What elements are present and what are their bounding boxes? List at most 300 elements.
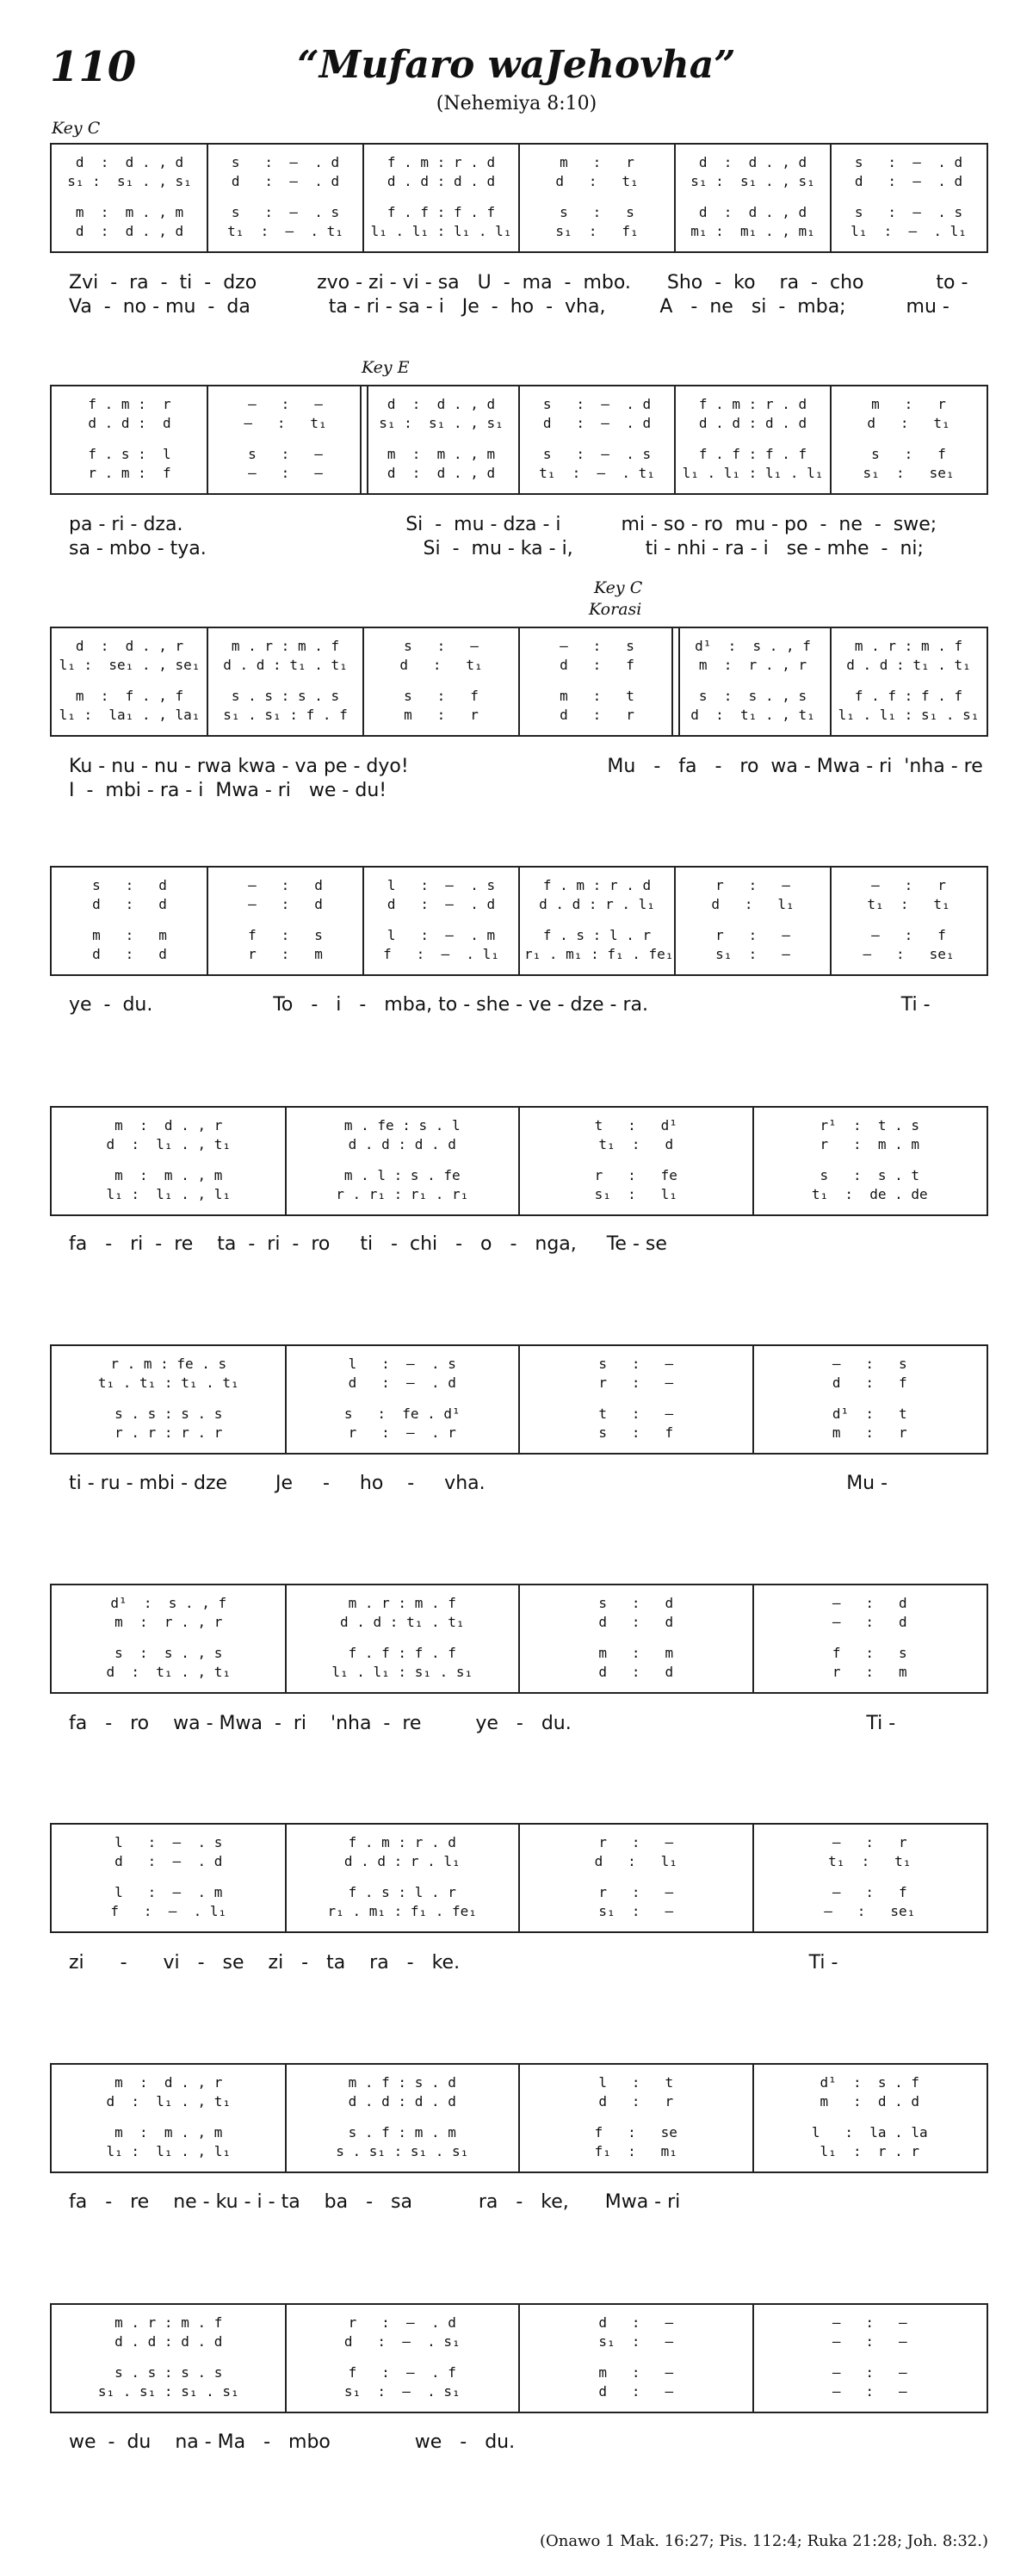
soprano-line: m . r : m . f [854, 638, 963, 654]
lyric-line: fa - re ne - ku - i - ta ba - sa ra - ke, Mwa - ri [69, 2191, 681, 2213]
soprano-line: s : — [598, 1356, 674, 1372]
alto-line: m : d . d [820, 2093, 920, 2110]
lyric-line: zi - vi - se zi - ta ra - ke. Ti - [69, 1952, 838, 1974]
alto-line: d : l₁ . , t₁ [106, 2093, 231, 2110]
bass-line: s₁ . s₁ : s₁ . s₁ [97, 2383, 239, 2400]
alto-line: d : – . d [348, 1374, 456, 1391]
measure [52, 1585, 286, 1692]
music-system [50, 1106, 988, 1216]
bass-line: s₁ : se₁ [863, 465, 955, 481]
bass-line: d : — [598, 2383, 674, 2400]
tenor-line: m : m . , m [114, 2124, 223, 2140]
soprano-line: l : – . s [387, 877, 496, 893]
soprano-line: s : — [404, 638, 479, 654]
barline [752, 1346, 754, 1453]
alto-line: d . d : d . d [348, 2093, 456, 2110]
soprano-line: — : d [248, 877, 323, 893]
measure [52, 868, 207, 974]
tenor-line: s : s [560, 204, 634, 220]
tenor-line: s : – . s [854, 204, 963, 220]
bass-line: l₁ : l₁ . , l₁ [106, 1186, 231, 1202]
soprano-line: — : r [871, 877, 946, 893]
tenor-line: d¹ : t [832, 1405, 907, 1422]
alto-line: d : t₁ [555, 173, 639, 189]
soprano-line: s : – . d [542, 396, 652, 412]
bass-line: l₁ . l₁ : l₁ . l₁ [682, 465, 824, 481]
soprano-line: f . m : r . d [387, 154, 496, 170]
barline [752, 1825, 754, 1931]
bass-line: l₁ . l₁ : s₁ . s₁ [838, 707, 980, 723]
barline [830, 386, 832, 493]
barline [518, 2065, 520, 2171]
alto-line: d : r [598, 2093, 674, 2110]
alto-line: — : d [248, 896, 323, 912]
measure [519, 1825, 753, 1931]
soprano-line: d¹ : s . f [820, 2074, 920, 2091]
lyric-line: pa - ri - dza. Si - mu - dza - i mi - so - ro mu - po - ne - swe; [69, 514, 937, 535]
measure [52, 1108, 286, 1214]
soprano-line: l : – . s [348, 1356, 456, 1372]
music-system [50, 866, 988, 976]
soprano-line: r : — [715, 877, 790, 893]
tenor-line: — : f [832, 1884, 907, 1900]
barline [752, 1585, 754, 1692]
key-change-label: Key C [594, 578, 643, 597]
measure [519, 628, 675, 735]
measure [831, 628, 987, 735]
tenor-line: m : m . , m [114, 1167, 223, 1183]
measure [519, 2305, 753, 2412]
alto-line: t₁ . t₁ : t₁ . t₁ [97, 1374, 239, 1391]
bass-line: s . s₁ : s₁ . s₁ [336, 2143, 469, 2159]
tenor-line: s : s . , s [698, 688, 807, 704]
tenor-line: m : m . , m [387, 446, 496, 462]
bass-line: r . r : r . r [114, 1424, 223, 1441]
bass-line: s₁ : l₁ [594, 1186, 677, 1202]
alto-line: d . d : t₁ . t₁ [846, 657, 971, 673]
barline [752, 1108, 754, 1214]
tenor-line: m : m [598, 1645, 674, 1661]
tenor-line: l : – . m [114, 1884, 223, 1900]
alto-line: d : t₁ [867, 415, 950, 431]
tenor-line: f : se [594, 2124, 677, 2140]
measure [753, 2305, 987, 2412]
bass-line: — : — [248, 465, 323, 481]
bass-line: s₁ : – . s₁ [343, 2383, 461, 2400]
barline [830, 868, 832, 974]
soprano-line: m . r : m . f [231, 638, 340, 654]
barline [518, 868, 520, 974]
alto-line: d . d : r . l₁ [539, 896, 655, 912]
bass-line: d : t₁ . , t₁ [690, 707, 815, 723]
alto-line: t₁ : t₁ [867, 896, 950, 912]
measure [286, 1585, 520, 1692]
barline [674, 868, 676, 974]
tenor-line: f : s [832, 1645, 907, 1661]
tenor-line: — : — [832, 2364, 907, 2381]
tenor-line: s : – . s [231, 204, 340, 220]
alto-line: d . d : d . d [698, 415, 807, 431]
alto-line: t₁ : t₁ [828, 1853, 912, 1869]
soprano-line: s : d [598, 1595, 674, 1611]
tenor-line: m . l : s . fe [343, 1167, 461, 1183]
measure [207, 628, 363, 735]
alto-line: d . d : r . l₁ [343, 1853, 461, 1869]
hymn-title: “Mufaro waJehovha” [297, 43, 736, 87]
tenor-line: s . s : s . s [114, 1405, 223, 1422]
measure [675, 868, 831, 974]
lyric-line: we - du na - Ma - mbo we - du. [69, 2431, 516, 2453]
barline [285, 2065, 287, 2171]
tenor-line: f . f : f . f [698, 446, 807, 462]
measure [519, 1346, 753, 1453]
lyric-line: sa - mbo - tya. Si - mu - ka - i, ti - nhi - ra - i se - mhe - ni; [69, 538, 924, 559]
soprano-line: r¹ : t . s [820, 1117, 920, 1134]
soprano-line: s : d [92, 877, 167, 893]
measure [753, 1585, 987, 1692]
bass-line: l₁ . l₁ : s₁ . s₁ [331, 1664, 473, 1680]
measure [831, 386, 987, 493]
barline [518, 1108, 520, 1214]
alto-line: d : f [832, 1374, 907, 1391]
lyric-line: ye - du. To - i - mba, to - she - ve - dze - ra. Ti - [69, 994, 931, 1016]
soprano-line: — : d [832, 1595, 907, 1611]
soprano-line: m . r : m . f [348, 1595, 456, 1611]
soprano-line: d : — [598, 2314, 674, 2331]
soprano-line: d : d . , d [698, 154, 807, 170]
bass-line: r : m [248, 946, 323, 962]
tenor-line: s : — [248, 446, 323, 462]
soprano-line: l : – . s [114, 1834, 223, 1850]
measure [286, 1346, 520, 1453]
key-change-label: Key E [362, 358, 410, 377]
barline [285, 1346, 287, 1453]
bass-line: m : r [404, 707, 479, 723]
soprano-line: d¹ : s . , f [110, 1595, 227, 1611]
bass-line: s₁ : — [715, 946, 790, 962]
tenor-line: s : s . , s [114, 1645, 223, 1661]
alto-line: d . d : d [88, 415, 171, 431]
alto-line: — : d [832, 1614, 907, 1630]
measure [831, 868, 987, 974]
alto-line: — : t₁ [244, 415, 327, 431]
music-system [50, 2063, 988, 2173]
barline [830, 145, 832, 251]
barline [518, 1585, 520, 1692]
measure [519, 1108, 753, 1214]
soprano-line: l : t [598, 2074, 674, 2091]
measure [753, 1346, 987, 1453]
lyric-line: Zvi - ra - ti - dzo zvo - zi - vi - sa U - ma - mbo. Sho - ko ra - cho to - [69, 272, 968, 293]
hymn-number: 110 [50, 43, 137, 91]
tenor-line: s . s : s . s [114, 2364, 223, 2381]
soprano-line: — : s [560, 638, 634, 654]
measure [519, 1585, 753, 1692]
soprano-line: t : d¹ [594, 1117, 677, 1134]
measure [207, 145, 363, 251]
tenor-line: m : m . , m [75, 204, 184, 220]
measure [286, 1108, 520, 1214]
soprano-line: s : – . d [231, 154, 340, 170]
lyric-line: fa - ri - re ta - ri - ro ti - chi - o - nga, Te - se [69, 1233, 667, 1255]
alto-line: l₁ : se₁ . , se₁ [59, 657, 201, 673]
bass-line: f : – . l₁ [383, 946, 499, 962]
barline [362, 868, 364, 974]
tenor-line: d : d . , d [698, 204, 807, 220]
music-system [50, 2303, 988, 2413]
barline [285, 1585, 287, 1692]
measure [363, 145, 519, 251]
lyric-line: Ku - nu - nu - rwa kwa - va pe - dyo! Mu - fa - ro wa - Mwa - ri 'nha - re [69, 756, 983, 777]
measure [675, 145, 831, 251]
tenor-line: f . f : f . f [854, 688, 963, 704]
scripture-reference: (Nehemiya 8:10) [436, 93, 597, 114]
measure [831, 145, 987, 251]
barline [752, 2305, 754, 2412]
alto-line: s₁ : s₁ . , s₁ [67, 173, 192, 189]
soprano-line: d : d . , d [387, 396, 496, 412]
double-barline [671, 628, 680, 735]
bass-line: d : t₁ . , t₁ [106, 1664, 231, 1680]
tenor-line: t : — [598, 1405, 674, 1422]
alto-line: d : – . d [387, 896, 496, 912]
barline [207, 145, 208, 251]
alto-line: d : – . d [114, 1853, 223, 1869]
music-system [50, 1823, 988, 1933]
key-signature-label: Key C [52, 119, 101, 138]
tenor-line: r : — [598, 1884, 674, 1900]
alto-line: s₁ : — [598, 2333, 674, 2350]
soprano-line: d : d . , d [75, 154, 184, 170]
soprano-line: s : – . d [854, 154, 963, 170]
alto-line: s₁ : s₁ . , s₁ [690, 173, 815, 189]
measure [753, 1108, 987, 1214]
measure [519, 868, 675, 974]
barline [518, 386, 520, 493]
alto-line: m : r . , r [114, 1614, 223, 1630]
barline [830, 628, 832, 735]
tenor-line: — : f [871, 927, 946, 943]
soprano-line: m : d . , r [114, 2074, 223, 2091]
bass-line: r : m [832, 1664, 907, 1680]
alto-line: d : f [560, 657, 634, 673]
lyric-line: Va - no - mu - da ta - ri - sa - i Je - ho - vha, A - ne si - mba; mu - [69, 296, 949, 318]
tenor-line: s . s : s . s [231, 688, 340, 704]
bass-line: r₁ . m₁ : f₁ . fe₁ [524, 946, 674, 962]
alto-line: d : – . d [231, 173, 340, 189]
tenor-line: s : fe . d¹ [343, 1405, 461, 1422]
music-system [50, 1584, 988, 1694]
measure [753, 1825, 987, 1931]
lyric-line: ti - ru - mbi - dze Je - ho - vha. Mu - [69, 1473, 888, 1494]
lyric-line: fa - ro wa - Mwa - ri 'nha - re ye - du. Ti - [69, 1713, 896, 1734]
measure [675, 628, 831, 735]
soprano-line: d : d . , r [75, 638, 184, 654]
barline [207, 868, 208, 974]
tenor-line: f : – . f [348, 2364, 456, 2381]
alto-line: d : – . s₁ [343, 2333, 461, 2350]
bass-line: d : d . , d [387, 465, 496, 481]
alto-line: d . d : t₁ . t₁ [223, 657, 348, 673]
measure [52, 628, 207, 735]
alto-line: — : — [832, 2333, 907, 2350]
measure [363, 868, 519, 974]
bass-line: r₁ . m₁ : f₁ . fe₁ [327, 1903, 477, 1919]
tenor-line: f . s : l [88, 446, 171, 462]
barline [285, 1108, 287, 1214]
tenor-line: l : – . m [387, 927, 496, 943]
alto-line: d : l₁ [711, 896, 795, 912]
alto-line: d . d : t₁ . t₁ [340, 1614, 465, 1630]
soprano-line: d¹ : s . , f [695, 638, 811, 654]
alto-line: t₁ : d [598, 1136, 674, 1152]
bass-line: f₁ : m₁ [594, 2143, 677, 2159]
measure [52, 2065, 286, 2171]
tenor-line: s : f [404, 688, 479, 704]
measure [207, 868, 363, 974]
bass-line: l₁ : – . l₁ [851, 223, 967, 239]
barline [362, 628, 364, 735]
soprano-line: — : — [832, 2314, 907, 2331]
bass-line: l₁ : r . r [820, 2143, 920, 2159]
tenor-line: f : s [248, 927, 323, 943]
alto-line: d : l₁ [594, 1853, 677, 1869]
bass-line: s₁ : — [598, 1903, 674, 1919]
tenor-line: f . s : l . r [542, 927, 652, 943]
barline [285, 1825, 287, 1931]
soprano-line: r : — [598, 1834, 674, 1850]
barline [207, 386, 208, 493]
measure [519, 386, 675, 493]
bass-line: t₁ : – . t₁ [539, 465, 655, 481]
measure [286, 1825, 520, 1931]
measure [52, 1825, 286, 1931]
tenor-line: r : — [715, 927, 790, 943]
alto-line: d . d : d . d [348, 1136, 456, 1152]
measure [52, 145, 207, 251]
barline [674, 386, 676, 493]
tenor-line: f . s : l . r [348, 1884, 456, 1900]
bass-line: t₁ : de . de [811, 1186, 928, 1202]
bass-line: d : d . , d [75, 223, 184, 239]
bass-line: d : d [92, 946, 167, 962]
bass-line: s : f [598, 1424, 674, 1441]
measure [286, 2305, 520, 2412]
soprano-line: f . m : r . d [542, 877, 652, 893]
bass-line: r : – . r [348, 1424, 456, 1441]
music-system [50, 1344, 988, 1455]
barline [518, 1346, 520, 1453]
soprano-line: f . m : r [88, 396, 171, 412]
alto-line: d : d [598, 1614, 674, 1630]
bass-line: d : d [598, 1664, 674, 1680]
alto-line: d : d [92, 896, 167, 912]
barline [518, 145, 520, 251]
bass-line: f : – . l₁ [110, 1903, 227, 1919]
bass-line: l₁ : l₁ . , l₁ [106, 2143, 231, 2159]
bass-line: l₁ . l₁ : l₁ . l₁ [370, 223, 512, 239]
measure [363, 628, 519, 735]
tenor-line: s . f : m . m [348, 2124, 456, 2140]
alto-line: s₁ : s₁ . , s₁ [379, 415, 504, 431]
tenor-line: m : t [560, 688, 634, 704]
soprano-line: m . f : s . d [348, 2074, 456, 2091]
alto-line: d . d : d . d [387, 173, 496, 189]
alto-line: d : – . d [542, 415, 652, 431]
soprano-line: r : – . d [348, 2314, 456, 2331]
measure [52, 2305, 286, 2412]
bass-line: s₁ . s₁ : f . f [223, 707, 348, 723]
bass-line: — : se₁ [824, 1903, 916, 1919]
chorus-label: Korasi [589, 600, 642, 619]
alto-line: m : r . , r [698, 657, 807, 673]
measure [52, 1346, 286, 1453]
soprano-line: f . m : r . d [698, 396, 807, 412]
bass-line: — : — [832, 2383, 907, 2400]
tenor-line: m : — [598, 2364, 674, 2381]
tenor-line: m : f . , f [75, 688, 184, 704]
measure [363, 386, 519, 493]
measure [207, 386, 363, 493]
soprano-line: m . fe : s . l [343, 1117, 461, 1134]
bass-line: — : se₁ [863, 946, 955, 962]
barline [518, 1825, 520, 1931]
measure [519, 2065, 753, 2171]
music-system [50, 385, 988, 495]
bass-line: s₁ : f₁ [555, 223, 639, 239]
bass-line: m : r [832, 1424, 907, 1441]
measure [753, 2065, 987, 2171]
barline [752, 2065, 754, 2171]
music-system [50, 143, 988, 253]
barline [674, 145, 676, 251]
soprano-line: — : s [832, 1356, 907, 1372]
tenor-line: f . f : f . f [348, 1645, 456, 1661]
measure [675, 386, 831, 493]
bass-line: l₁ : la₁ . , la₁ [59, 707, 201, 723]
alto-line: r : — [598, 1374, 674, 1391]
barline [207, 628, 208, 735]
soprano-line: m : r [871, 396, 946, 412]
bass-line: r . m : f [88, 465, 171, 481]
bass-line: t₁ : – . t₁ [227, 223, 343, 239]
tenor-line: s : s . t [820, 1167, 920, 1183]
tenor-line: s : f [871, 446, 946, 462]
soprano-line: m . r : m . f [114, 2314, 223, 2331]
double-barline [360, 386, 368, 493]
bass-line: r . r₁ : r₁ . r₁ [336, 1186, 469, 1202]
soprano-line: — : — [248, 396, 323, 412]
alto-line: d . d : d . d [114, 2333, 223, 2350]
barline [518, 628, 520, 735]
soprano-line: m : d . , r [114, 1117, 223, 1134]
tenor-line: f . f : f . f [387, 204, 496, 220]
alto-line: d : – . d [854, 173, 963, 189]
tenor-line: r : fe [594, 1167, 677, 1183]
tenor-line: m : m [92, 927, 167, 943]
lyric-line: I - mbi - ra - i Mwa - ri we - du! [69, 780, 387, 801]
soprano-line: f . m : r . d [348, 1834, 456, 1850]
tenor-line: s : – . s [542, 446, 652, 462]
alto-line: d : t₁ [399, 657, 483, 673]
alto-line: d : l₁ . , t₁ [106, 1136, 231, 1152]
barline [518, 2305, 520, 2412]
bass-line: m₁ : m₁ . , m₁ [690, 223, 815, 239]
soprano-line: — : r [832, 1834, 907, 1850]
measure [519, 145, 675, 251]
music-system [50, 627, 988, 737]
barline [362, 145, 364, 251]
